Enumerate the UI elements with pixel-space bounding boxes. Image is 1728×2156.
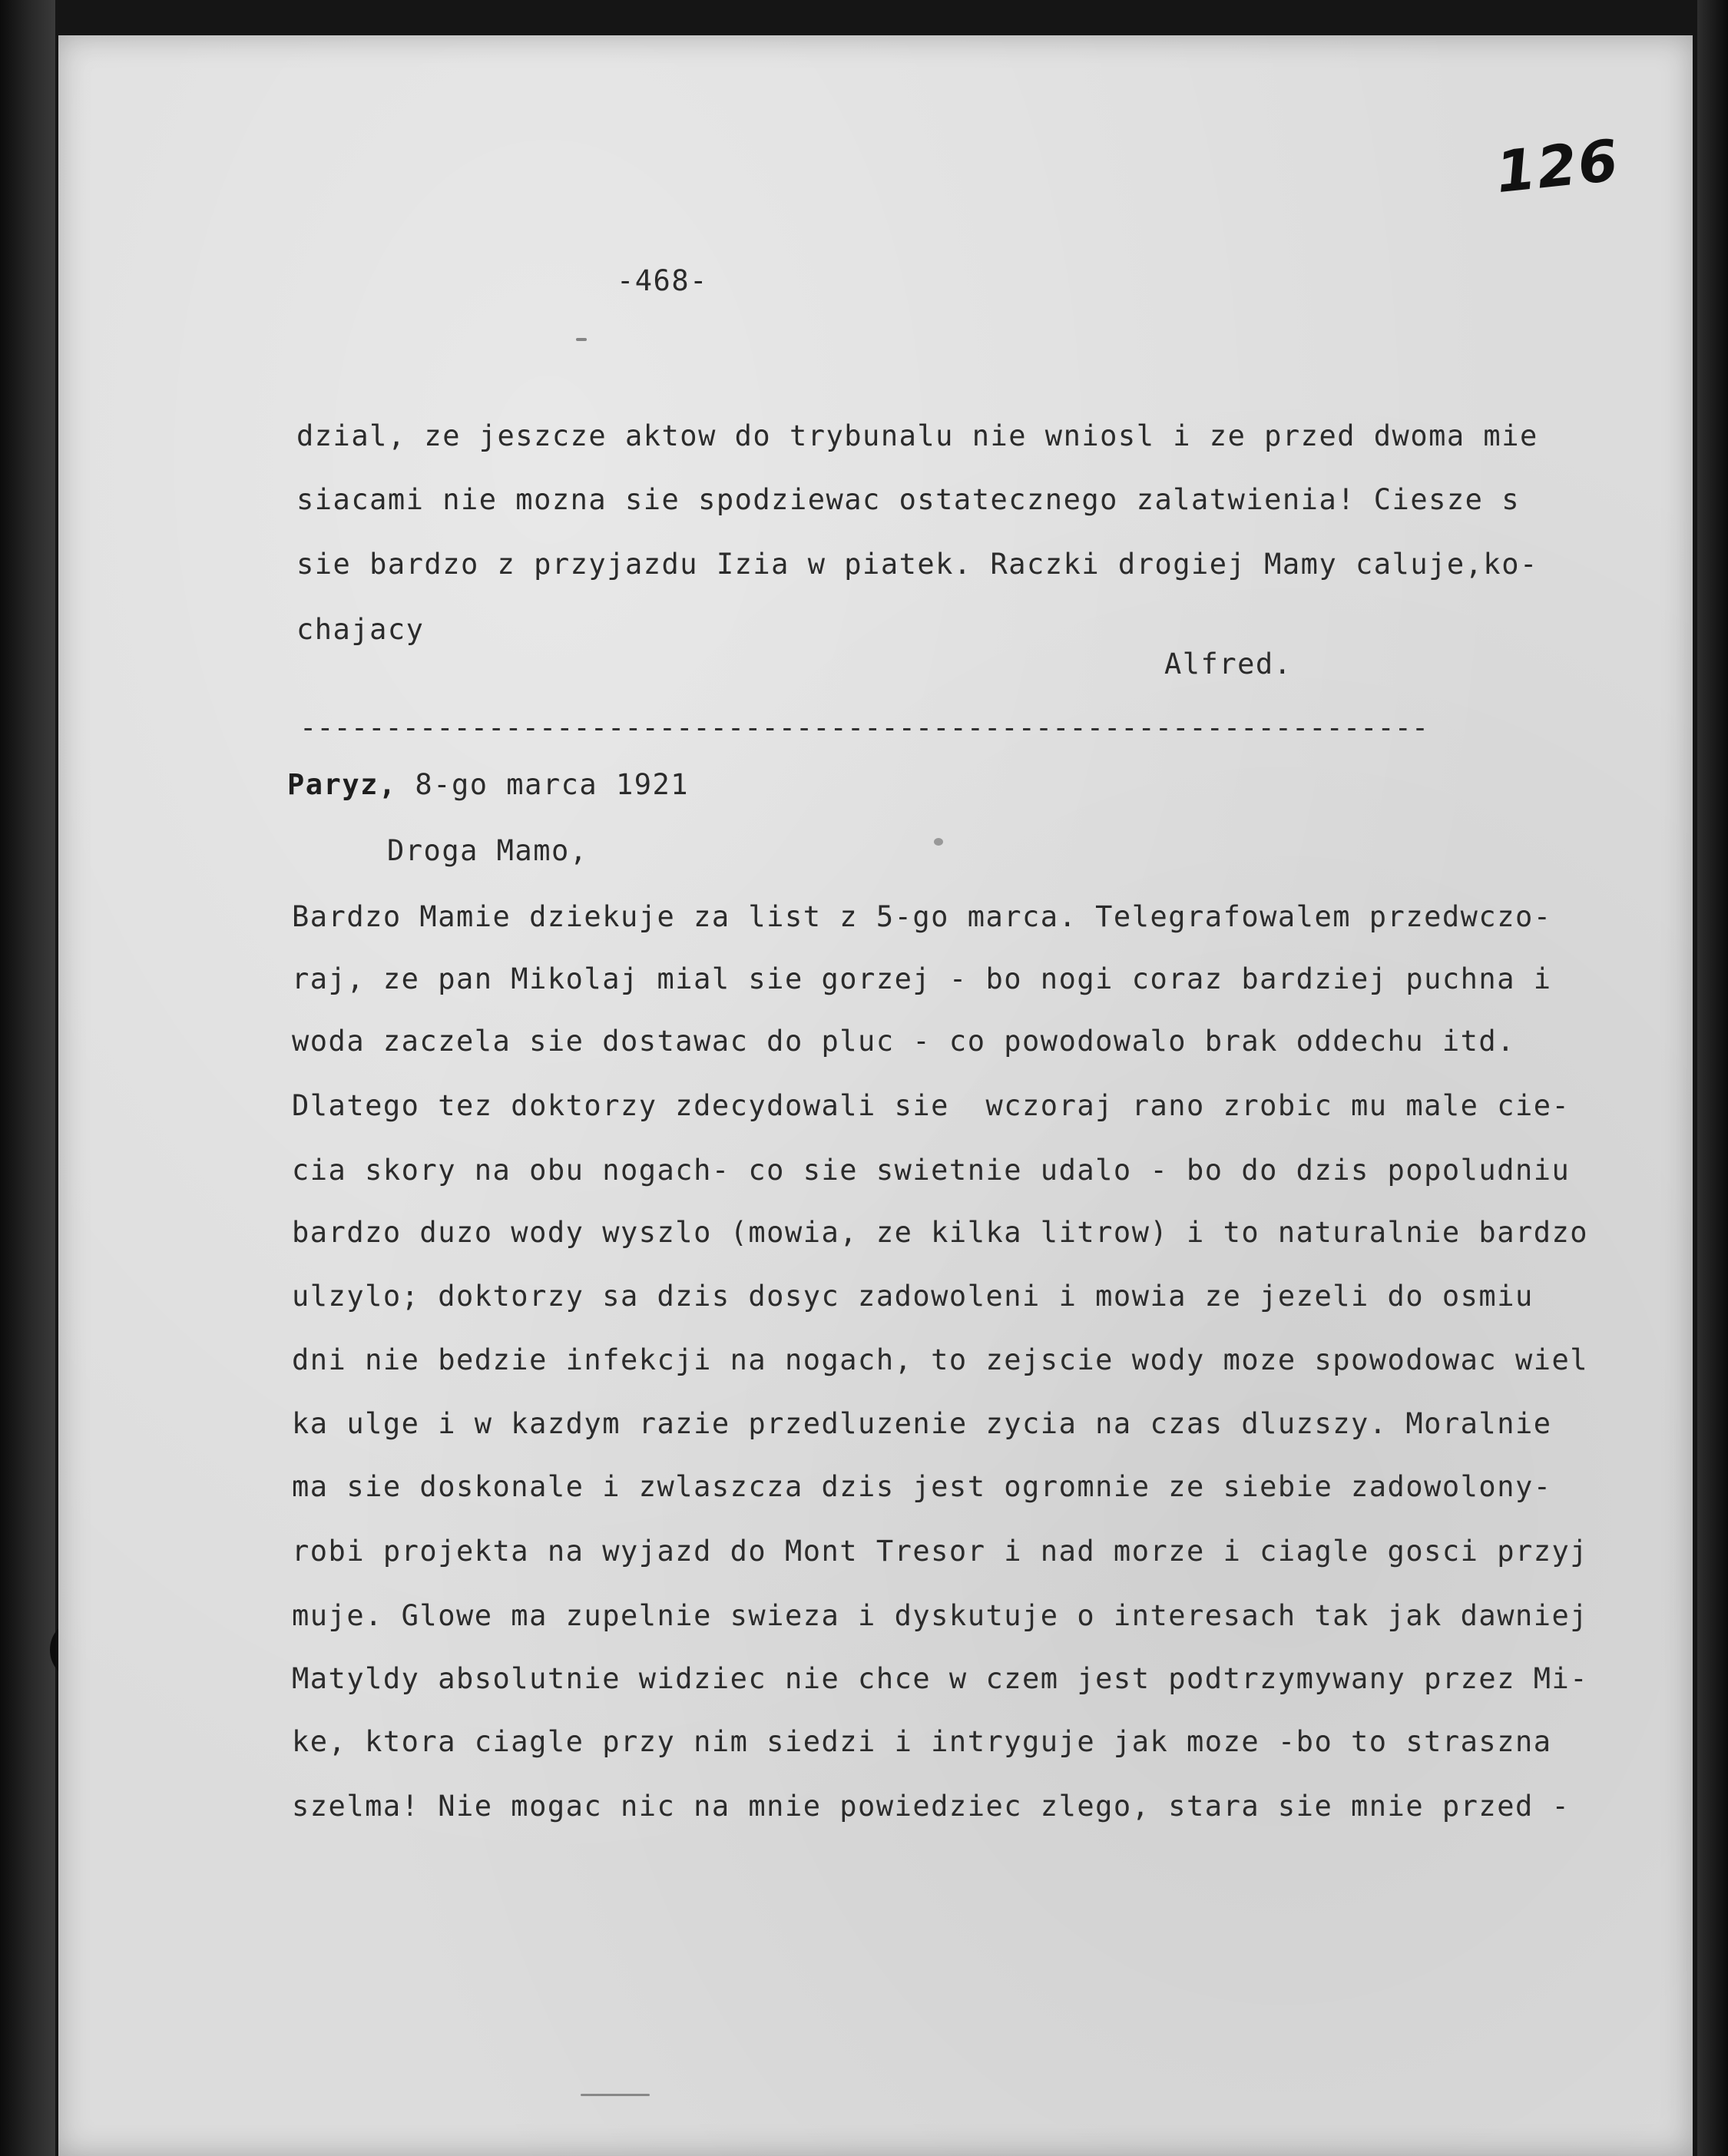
salutation: Droga Mamo, bbox=[387, 834, 588, 867]
text-line: cia skory na obu nogach- co sie swietnie udalo - bo do dzis popoludniu bbox=[292, 1154, 1571, 1187]
text-line: siacami nie mozna sie spodziewac ostatecznego zalatwienia! Ciesze s bbox=[296, 483, 1520, 516]
text-line: woda zaczela sie dostawac do pluc - co powodowalo brak oddechu itd. bbox=[292, 1025, 1515, 1058]
letter-place: Paryz, bbox=[287, 768, 397, 801]
text-line: Dlatego tez doktorzy zdecydowali sie wczoraj rano zrobic mu male cie- bbox=[292, 1089, 1571, 1122]
text-line: ke, ktora ciagle przy nim siedzi i intryguje jak moze -bo to straszna bbox=[292, 1725, 1552, 1758]
text-line: Bardzo Mamie dziekuje za list z 5-go marca. Telegrafowalem przedwczo- bbox=[292, 900, 1552, 933]
page-number: -468- bbox=[617, 264, 708, 297]
text-line: ulzylo; doktorzy sa dzis dosyc zadowoleni i mowia ze jezeli do osmiu bbox=[292, 1280, 1534, 1313]
film-edge-left bbox=[0, 0, 55, 2156]
text-line: chajacy bbox=[296, 613, 425, 646]
letter-heading bbox=[287, 768, 689, 801]
text-line: sie bardzo z przyjazdu Izia w piatek. Raczki drogiej Mamy caluje,ko- bbox=[296, 548, 1538, 581]
text-line: robi projekta na wyjazd do Mont Tresor i nad morze i ciagle gosci przyj bbox=[292, 1535, 1589, 1568]
text-line: muje. Glowe ma zupelnie swieza i dyskutuje o interesach tak jak dawniej bbox=[292, 1599, 1589, 1632]
text-line: ma sie doskonale i zwlaszcza dzis jest ogromnie ze siebie zadowolony- bbox=[292, 1470, 1552, 1503]
scan-artifact bbox=[576, 338, 587, 341]
text-line: raj, ze pan Mikolaj mial sie gorzej - bo nogi coraz bardziej puchna i bbox=[292, 962, 1552, 995]
scan-artifact bbox=[581, 2094, 650, 2096]
text-line: dzial, ze jeszcze aktow do trybunalu nie wniosl i ze przed dwoma mie bbox=[296, 419, 1538, 452]
signature: Alfred. bbox=[1164, 647, 1293, 681]
text-line: Matyldy absolutnie widziec nie chce w czem jest podtrzymywany przez Mi- bbox=[292, 1662, 1589, 1695]
folio-number: 126 bbox=[1492, 127, 1623, 207]
film-edge-right bbox=[1697, 0, 1728, 2156]
separator-line: ------------------------------------------------------------------ bbox=[300, 711, 1429, 744]
text-line: dni nie bedzie infekcji na nogach, to zejscie wody moze spowodowac wiel bbox=[292, 1343, 1589, 1376]
text-line: szelma! Nie mogac nic na mnie powiedziec zlego, stara sie mnie przed - bbox=[292, 1790, 1571, 1823]
text-line: bardzo duzo wody wyszlo (mowia, ze kilka litrow) i to naturalnie bardzo bbox=[292, 1216, 1589, 1249]
text-line: ka ulge i w kazdym razie przedluzenie zycia na czas dluzszy. Moralnie bbox=[292, 1407, 1552, 1440]
document-sheet bbox=[58, 35, 1693, 2156]
scan-artifact bbox=[934, 838, 943, 846]
letter-date: 8-go marca 1921 bbox=[396, 768, 690, 801]
